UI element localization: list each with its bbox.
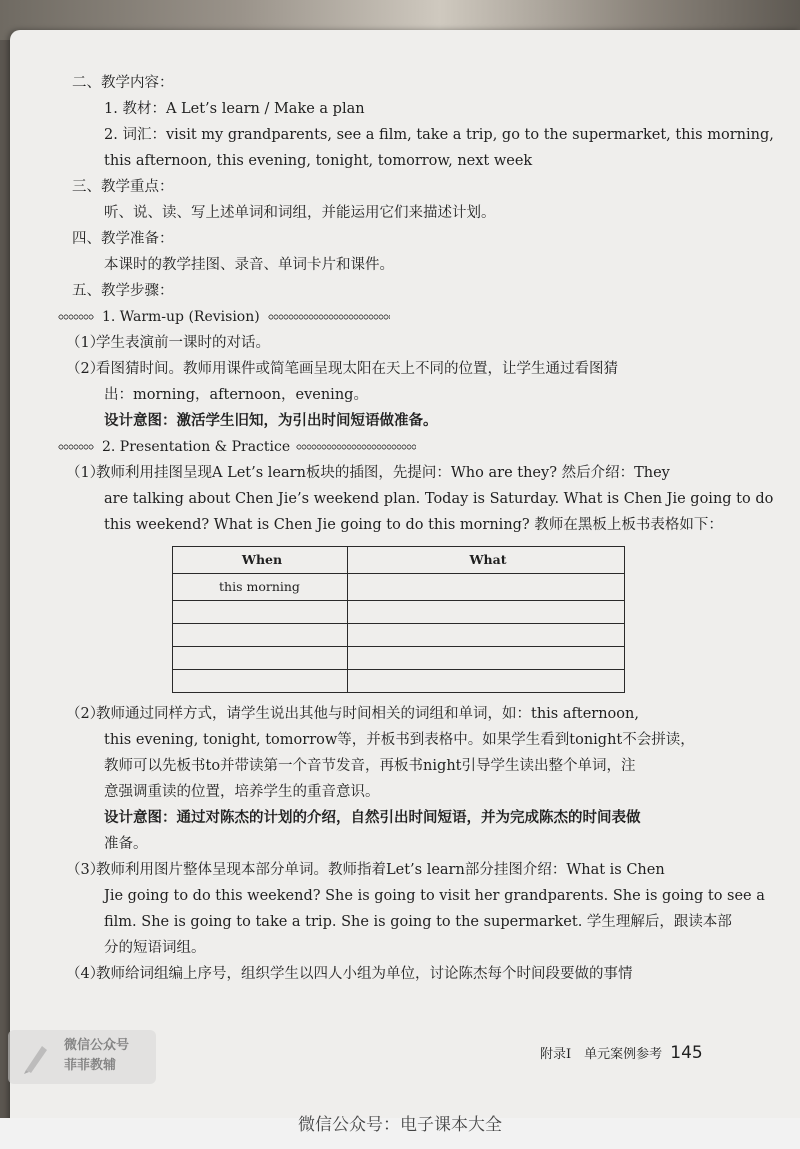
step2-item2 [58,701,728,727]
step2-item2-cont: 意强调重读的位置，培养学生的重音意识。 [104,784,380,800]
step2-item1 [58,460,728,486]
wave-ornament [58,314,94,320]
header-what: What [348,547,625,574]
cell-what [348,647,625,670]
prep-text: 本课时的教学挂图、录音、单词卡片和课件。 [104,257,394,273]
section-steps-title: 五、教学步骤： [72,283,174,299]
item-text: 教师给词组编上序号，组织学生以四人小组为单位，讨论陈杰每个时间段要做的事情 [96,966,633,982]
table-row [173,670,625,693]
vocab-line-continued: this afternoon, this evening, tonight, tomorrow, next week [104,153,533,169]
step1-item1 [58,330,728,356]
item-number: （1） [66,335,105,351]
wave-ornament [296,444,416,450]
table-row [173,574,625,601]
page-number: 145 [670,1043,703,1063]
step1-heading: 1. Warm-up (Revision) [102,309,260,325]
item-text: 教师通过同样方式，请学生说出其他与时间相关的词组和单词，如：this afternoon, [96,706,639,722]
cell-when: this morning [173,574,348,601]
item-number: （2） [66,361,105,377]
cell-when [173,624,348,647]
pen-icon [20,1040,50,1074]
table-header-row [173,547,625,574]
page-footer [540,1043,703,1063]
watermark-text [64,1036,129,1076]
section-prep-title: 四、教学准备： [72,231,174,247]
table-row [173,624,625,647]
step2-item3-cont: Jie going to do this weekend? She is going to visit her grandparents. She is going to see a [104,888,765,904]
watermark [8,1030,156,1084]
step2-item3-cont: 分的短语词组。 [104,940,206,956]
header-when: When [173,547,348,574]
table-row [173,601,625,624]
design-intent: 设计意图：通过对陈杰的计划的介绍，自然引出时间短语，并为完成陈杰的时间表做 [104,809,641,826]
step2-item4 [58,961,728,987]
step2-item3-cont: film. She is going to take a trip. She is going to the supermarket. 学生理解后，跟读本部 [104,914,732,930]
step2-heading: 2. Presentation & Practice [102,439,291,455]
cell-when [173,670,348,693]
design-intent: 设计意图：激活学生旧知，为引出时间短语做准备。 [104,412,438,429]
vocab-line: 2. 词汇：visit my grandparents, see a film, take a trip, go to the supermarket, this morning, [104,127,774,143]
when-what-table [172,546,625,693]
appendix-label: 附录Ⅰ 单元案例参考 [540,1047,663,1062]
material-line: 1. 教材：A Let’s learn / Make a plan [104,101,365,117]
table-row [173,647,625,670]
bottom-caption: 微信公众号：电子课本大全 [298,1115,502,1135]
cell-when [173,647,348,670]
item-number: （4） [66,966,105,982]
step2-item1-cont: are talking about Chen Jie’s weekend plan. Today is Saturday. What is Chen Jie going to do [104,491,774,507]
item-text: 教师利用图片整体呈现本部分单词。教师指着Let’s learn部分挂图介绍：What is Chen [96,862,665,878]
section-content-title: 二、教学内容： [72,75,174,91]
item-text: 教师利用挂图呈现A Let’s learn板块的插图，先提问：Who are they? 然后介绍：They [96,465,670,481]
step1-item2-cont: 出：morning，afternoon，evening。 [104,387,368,403]
item-number: （3） [66,862,105,878]
item-text: 看图猜时间。教师用课件或简笔画呈现太阳在天上不同的位置，让学生通过看图猜 [96,361,618,377]
cell-what [348,601,625,624]
wave-ornament [58,444,94,450]
item-text: 学生表演前一课时的对话。 [96,335,270,351]
cell-what [348,670,625,693]
focus-text: 听、说、读、写上述单词和词组，并能运用它们来描述计划。 [104,205,496,221]
item-number: （1） [66,465,105,481]
cell-what [348,574,625,601]
wave-ornament [268,314,390,320]
step1-item2 [58,356,728,382]
watermark-line1: 微信公众号 [64,1038,130,1053]
design-intent-cont: 准备。 [104,836,148,852]
step2-item3 [58,857,728,883]
step1-heading-row [58,304,728,330]
cell-what [348,624,625,647]
cell-when [173,601,348,624]
item-number: （2） [66,706,105,722]
section-focus-title: 三、教学重点： [72,179,174,195]
step2-item1-cont: this weekend? What is Chen Jie going to do this morning? 教师在黑板上板书表格如下： [104,517,723,533]
step2-item2-cont: this evening, tonight, tomorrow等，并板书到表格中。如果学生看到tonight不会拼读， [104,732,695,748]
step2-item2-cont: 教师可以先板书to并带读第一个音节发音，再板书night引导学生读出整个单词，注 [104,758,636,774]
watermark-line2: 菲菲教辅 [64,1058,117,1073]
step2-heading-row [58,434,728,460]
lesson-content [58,70,774,987]
